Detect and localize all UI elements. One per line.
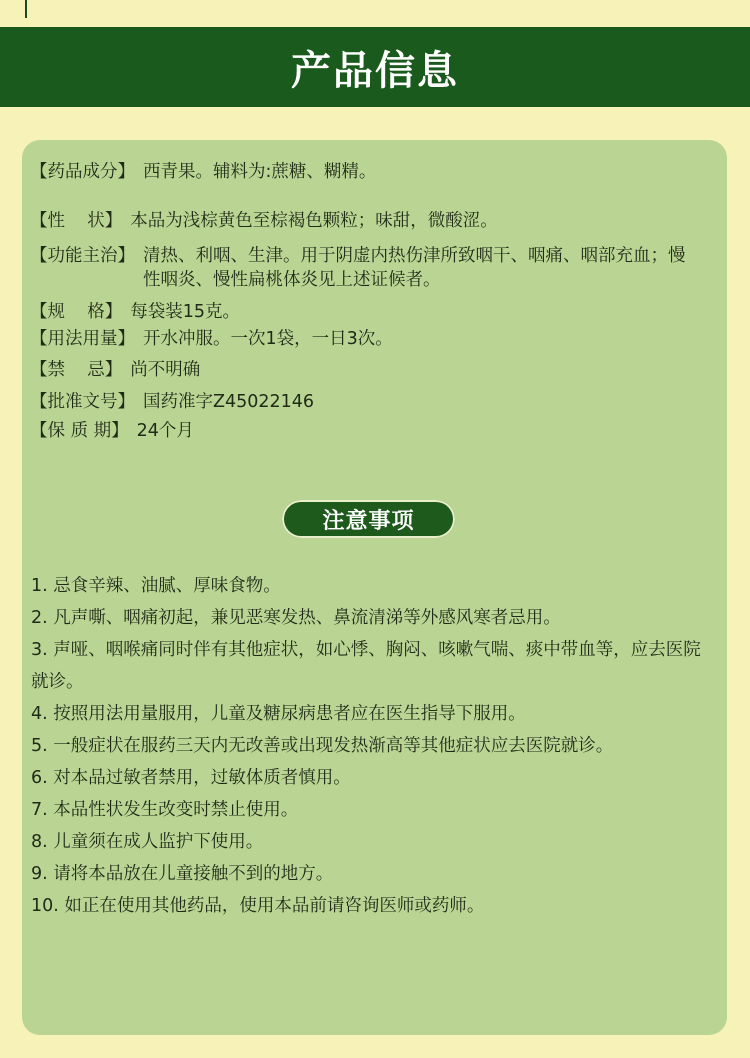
notice-item: 6. 对本品过敏者禁用，过敏体质者慎用。 (31, 768, 351, 788)
info-row-specification (30, 300, 687, 324)
notice-item: 7. 本品性状发生改变时禁止使用。 (31, 800, 299, 820)
info-row-approval-number (30, 390, 687, 414)
top-edge-mark (25, 0, 27, 18)
info-row-indications (30, 244, 687, 292)
notice-item: 1. 忌食辛辣、油腻、厚味食物。 (31, 576, 281, 596)
info-label: 【用法用量】 (30, 329, 135, 349)
notice-item: 2. 凡声嘶、咽痛初起，兼见恶寒发热、鼻流清涕等外感风寒者忌用。 (31, 608, 561, 628)
info-label: 【功能主治】 (30, 246, 135, 266)
notice-item: 5. 一般症状在服药三天内无改善或出现发热渐高等其他症状应去医院就诊。 (31, 736, 614, 756)
info-value: 尚不明确 (130, 360, 201, 380)
info-value: 清热、利咽、生津。用于阴虚内热伤津所致咽干、咽痛、咽部充血；慢性咽炎、慢性扁桃体炎见上述证候者。 (143, 246, 686, 290)
notice-title: 注意事项 (322, 508, 415, 534)
info-value: 国药准字Z45022146 (143, 392, 315, 412)
info-row-ingredients (30, 160, 687, 184)
notice-item: 8. 儿童须在成人监护下使用。 (31, 832, 264, 852)
info-label: 【药品成分】 (30, 162, 135, 182)
info-value: 每袋装15克。 (130, 302, 241, 322)
info-row-dosage (30, 327, 687, 351)
notice-item: 4. 按照用法用量服用，儿童及糖尿病患者应在医生指导下服用。 (31, 704, 526, 724)
info-row-shelf-life (30, 419, 687, 443)
notice-item: 3. 声哑、咽喉痛同时伴有其他症状，如心悸、胸闷、咳嗽气喘、痰中带血等，应去医院就诊。 (31, 640, 701, 692)
info-row-contraindications (30, 358, 687, 382)
notice-item: 9. 请将本品放在儿童接触不到的地方。 (31, 864, 334, 884)
info-label: 【批准文号】 (30, 392, 135, 412)
info-label: 【规 格】 (30, 302, 123, 322)
info-value: 本品为浅棕黄色至棕褐色颗粒；味甜，微酸涩。 (130, 211, 498, 231)
notice-heading-pill (282, 500, 455, 538)
info-value: 24个月 (136, 421, 194, 441)
notice-item: 10. 如正在使用其他药品，使用本品前请咨询医师或药师。 (31, 896, 485, 916)
info-value: 西青果。辅料为:蔗糖、糊精。 (143, 162, 377, 182)
info-label: 【性 状】 (30, 211, 123, 231)
product-info-panel (22, 140, 727, 1035)
notice-list (31, 570, 715, 922)
info-label: 【禁 忌】 (30, 360, 123, 380)
header-banner (0, 27, 750, 107)
page-title: 产品信息 (291, 47, 459, 94)
info-value: 开水冲服。一次1袋，一日3次。 (143, 329, 393, 349)
info-row-appearance (30, 209, 687, 233)
info-label: 【保 质 期】 (30, 421, 129, 441)
